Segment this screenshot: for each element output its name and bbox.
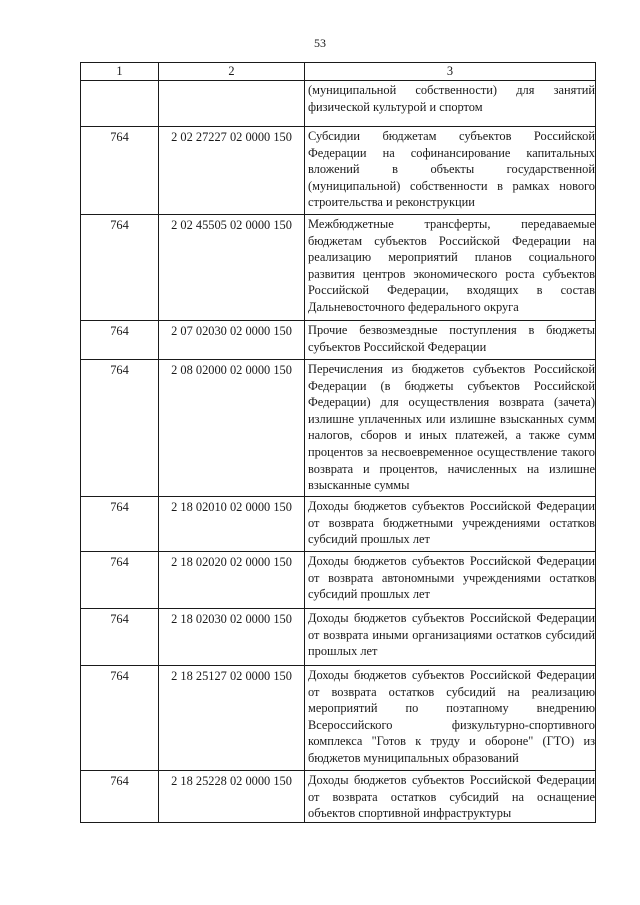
revenue-code-cell bbox=[159, 81, 305, 127]
description-text: Доходы бюджетов субъектов Российской Федерации от возврата бюджетными учреждениями остатков субсидий прошлых лет bbox=[308, 499, 595, 547]
revenue-code-cell: 2 18 25127 02 0000 150 bbox=[159, 666, 305, 771]
table-body bbox=[81, 81, 596, 823]
admin-code-cell: 764 bbox=[81, 666, 159, 771]
admin-code-cell: 764 bbox=[81, 609, 159, 666]
description-cell bbox=[305, 81, 596, 127]
description-cell bbox=[305, 666, 596, 771]
table-header bbox=[81, 63, 596, 81]
table-row bbox=[81, 609, 596, 666]
page-number: 53 bbox=[314, 36, 326, 50]
revenue-code-cell: 2 18 02030 02 0000 150 bbox=[159, 609, 305, 666]
revenue-code-cell: 2 18 25228 02 0000 150 bbox=[159, 771, 305, 823]
table-row bbox=[81, 360, 596, 497]
description-cell bbox=[305, 321, 596, 360]
admin-code-cell: 764 bbox=[81, 360, 159, 497]
admin-code-cell: 764 bbox=[81, 771, 159, 823]
admin-code-cell: 764 bbox=[81, 552, 159, 609]
column-header-2: 2 bbox=[159, 63, 305, 81]
description-text: Перечисления из бюджетов субъектов Российской Федерации (в бюджеты субъектов Российской Федерации) для осуществления возврата (зачета) излишне уплаченных или излишне взысканных сумм налогов, сборов и иных платежей, а также сумм процентов за несвоевременное осуществление такого возврата и процентов, начисленных на излишне взысканные суммы bbox=[308, 362, 595, 493]
admin-code-cell bbox=[81, 81, 159, 127]
table-row bbox=[81, 771, 596, 823]
description-text: Доходы бюджетов субъектов Российской Федерации от возврата иными организациями остатков субсидий прошлых лет bbox=[308, 611, 595, 659]
description-text: Субсидии бюджетам субъектов Российской Федерации на софинансирование капитальных вложений в объекты государственной (муниципальной) собственности в рамках нового строительства и реконструкции bbox=[308, 129, 595, 210]
description-cell bbox=[305, 552, 596, 609]
table-row bbox=[81, 215, 596, 321]
header-row bbox=[81, 63, 596, 81]
description-text: Доходы бюджетов субъектов Российской Федерации от возврата остатков субсидий на оснащение объектов спортивной инфраструктуры bbox=[308, 773, 595, 821]
column-header-3: 3 bbox=[305, 63, 596, 81]
description-cell bbox=[305, 360, 596, 497]
description-text: Межбюджетные трансферты, передаваемые бюджетам субъектов Российской Федерации на реализацию мероприятий планов социального развития центров экономического роста субъектов Российской Федерации, входящих в состав Дальневосточного федерального округа bbox=[308, 217, 595, 314]
admin-code-cell: 764 bbox=[81, 321, 159, 360]
description-text: (муниципальной собственности) для занятий физической культурой и спортом bbox=[308, 83, 595, 114]
admin-code-cell: 764 bbox=[81, 497, 159, 552]
table-row bbox=[81, 666, 596, 771]
revenue-code-cell: 2 07 02030 02 0000 150 bbox=[159, 321, 305, 360]
table-row bbox=[81, 321, 596, 360]
revenue-code-cell: 2 18 02020 02 0000 150 bbox=[159, 552, 305, 609]
table-row bbox=[81, 127, 596, 215]
description-text: Доходы бюджетов субъектов Российской Федерации от возврата автономными учреждениями остатков субсидий прошлых лет bbox=[308, 554, 595, 602]
table-row bbox=[81, 81, 596, 127]
admin-code-cell: 764 bbox=[81, 127, 159, 215]
table-row bbox=[81, 552, 596, 609]
description-text: Доходы бюджетов субъектов Российской Федерации от возврата остатков субсидий на реализацию мероприятий по поэтапному внедрению Всероссийского физкультурно-спортивного комплекса "Готов к труду и обороне" (ГТО) из бюджетов муниципальных образований bbox=[308, 668, 595, 765]
revenue-codes-table bbox=[80, 62, 596, 823]
description-cell bbox=[305, 215, 596, 321]
revenue-code-cell: 2 02 27227 02 0000 150 bbox=[159, 127, 305, 215]
description-cell bbox=[305, 497, 596, 552]
column-header-1: 1 bbox=[81, 63, 159, 81]
description-text: Прочие безвозмездные поступления в бюджеты субъектов Российской Федерации bbox=[308, 323, 595, 354]
revenue-code-cell: 2 08 02000 02 0000 150 bbox=[159, 360, 305, 497]
table-row bbox=[81, 497, 596, 552]
description-cell bbox=[305, 127, 596, 215]
admin-code-cell: 764 bbox=[81, 215, 159, 321]
description-cell bbox=[305, 771, 596, 823]
revenue-code-cell: 2 18 02010 02 0000 150 bbox=[159, 497, 305, 552]
description-cell bbox=[305, 609, 596, 666]
revenue-code-cell: 2 02 45505 02 0000 150 bbox=[159, 215, 305, 321]
